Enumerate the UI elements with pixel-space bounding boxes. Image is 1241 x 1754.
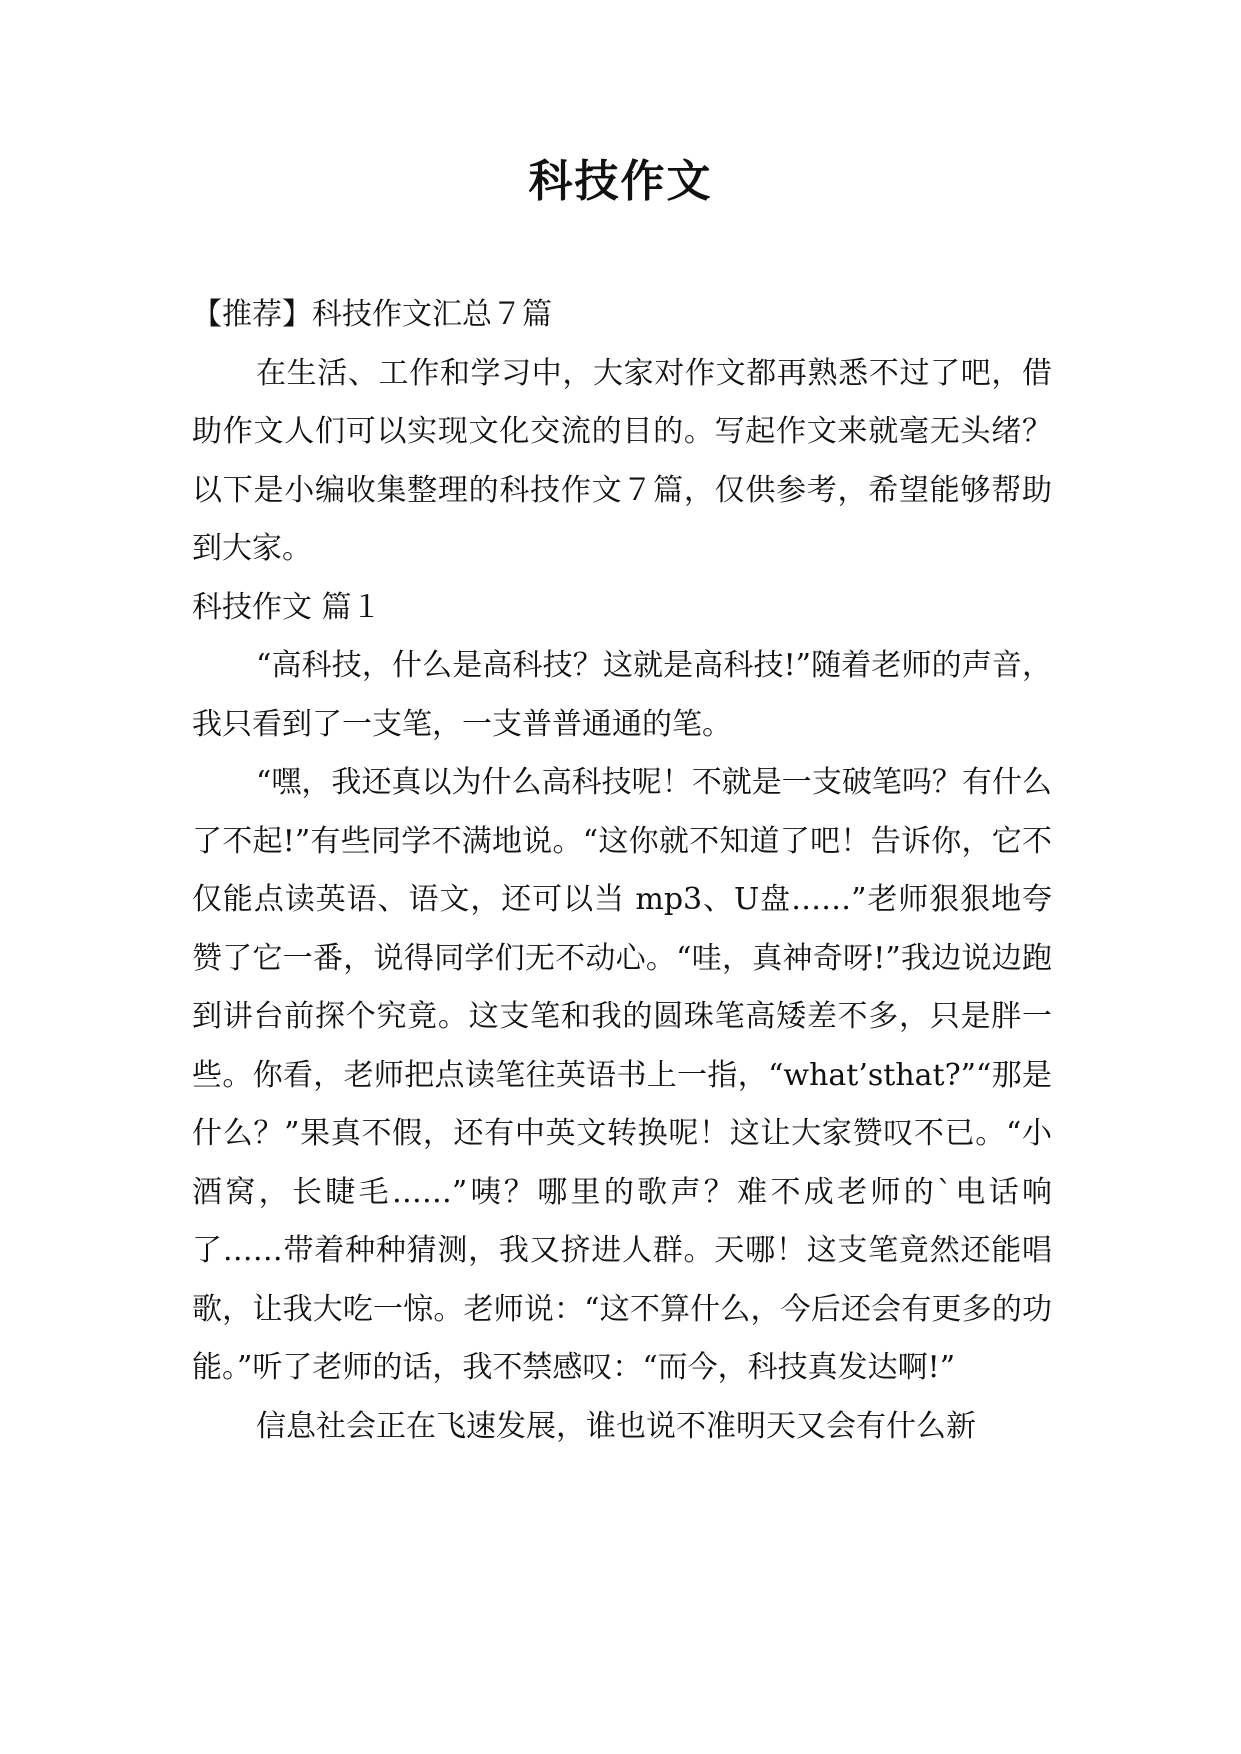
intro-paragraph: 在生活、工作和学习中，大家对作文都再熟悉不过了吧，借助作文人们可以实现文化交流的目的。写起作文来就毫无头绪？以下是小编收集整理的科技作文７篇，仅供参考，希望能够帮助到大家。 <box>192 355 1052 566</box>
body-paragraph: “嘿，我还真以为什么高科技呢！不就是一支破笔吗？有什么了不起!”有些同学不满地说。“这你就不知道了吧！告诉你，它不仅能点读英语、语文，还可以当 mp3、U盘……”老师狠狠地夸赞了它一番，说得同学们无不动心。“哇，真神奇呀!”我边说边跑到讲台前探个究竟。这支笔和我的圆珠笔高矮差不多，只是胖一些。你看，老师把点读笔往英语书上一指，“what’sthat?”“那是什么？”果真不假，还有中英文转换呢！这让大家赞叹不已。“小酒窝，长睫毛……”咦？哪里的歌声？难不成老师的`电话响了……带着种种猜测，我又挤进人群。天哪！这支笔竟然还能唱歌，让我大吃一惊。老师说：“这不算什么，今后还会有更多的功能。”听了老师的话，我不禁感叹：“而今，科技真发达啊!” <box>192 765 1052 1385</box>
section-heading: 科技作文 篇１ <box>192 589 382 625</box>
body-paragraph: 信息社会正在飞速发展，谁也说不准明天又会有什么新 <box>256 1408 976 1444</box>
intro-heading: 【推荐】科技作文汇总７篇 <box>192 297 552 332</box>
document-body <box>192 286 1052 1456</box>
body-paragraph: “高科技，什么是高科技？这就是高科技!”随着老师的声音，我只看到了一支笔，一支普普通通的笔。 <box>192 648 1052 742</box>
page-title: 科技作文 <box>528 156 713 207</box>
